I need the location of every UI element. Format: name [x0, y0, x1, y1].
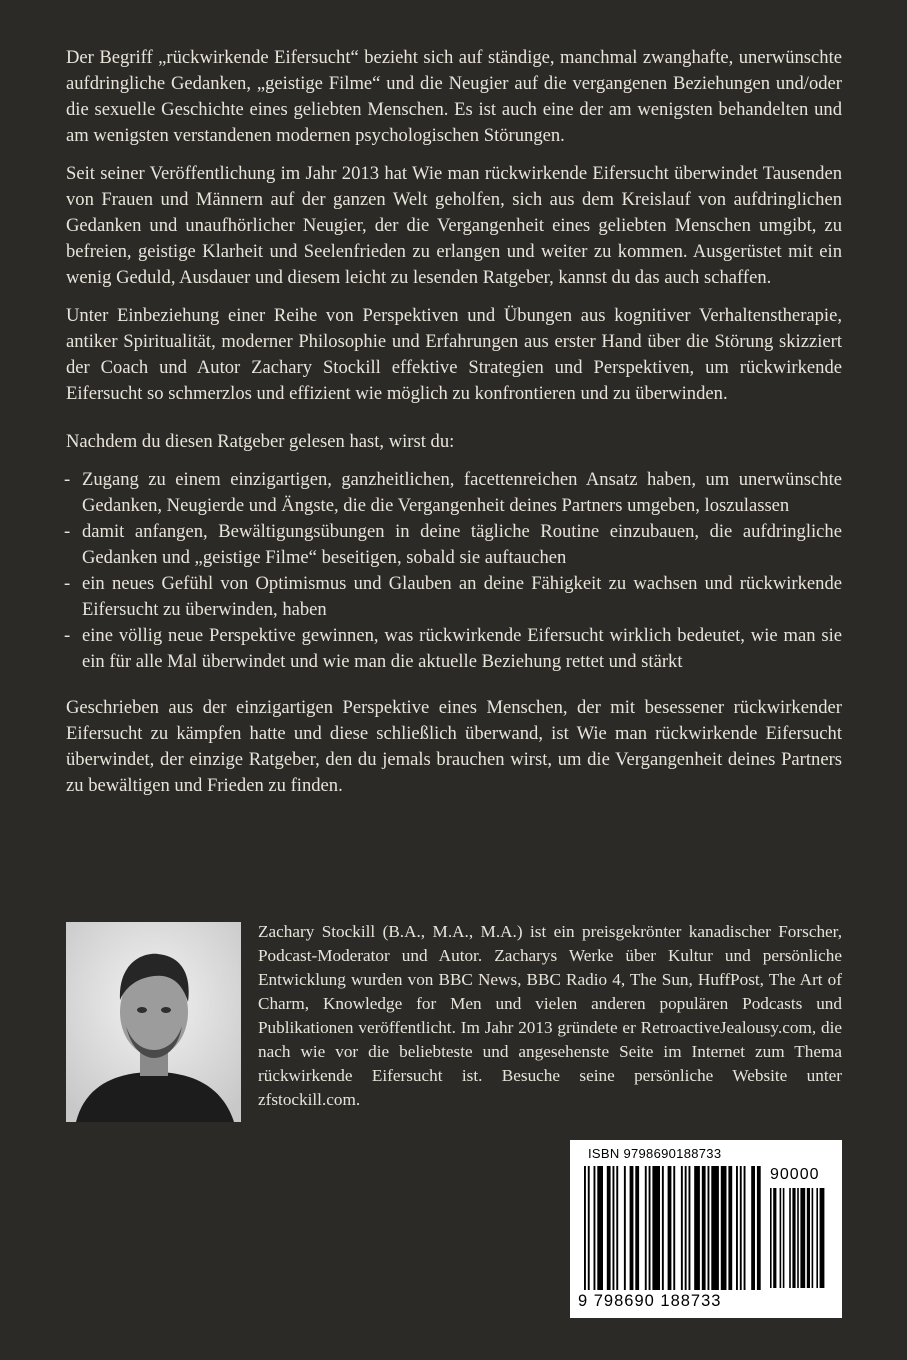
barcode-bar: [820, 1188, 825, 1288]
list-intro: Nachdem du diesen Ratgeber gelesen hast, wirst du:: [66, 431, 455, 452]
barcode-bar: [616, 1166, 618, 1290]
barcode-bar: [597, 1166, 603, 1290]
barcode-bar: [649, 1166, 651, 1290]
barcode-bar: [624, 1166, 626, 1290]
barcode-bar: [744, 1166, 746, 1290]
barcode-bar: [673, 1166, 675, 1290]
barcode-bar: [751, 1166, 755, 1290]
isbn-label: ISBN 9798690188733: [588, 1146, 722, 1161]
barcode-bar: [694, 1166, 700, 1290]
barcode-bar: [736, 1166, 738, 1290]
list-item: - eine völlig neue Perspektive gewinnen, was rückwirkende Eifersucht wirklich bedeutet, wie man sie ein für alle Mal überwindet und wie man die aktuelle Beziehung rettet und stärkt: [64, 623, 842, 675]
barcode-bar: [635, 1166, 639, 1290]
barcode-bar: [711, 1166, 719, 1290]
barcode-bar: [812, 1188, 814, 1288]
barcode-bar: [789, 1188, 791, 1288]
paragraph-closing: Geschrieben aus der einzigartigen Perspektive eines Menschen, der mit besessener rückwirkender Eifersucht zu kämpfen hatte und diese schließlich überwand, ist Wie man rückwirkende Eifersucht überwindet, der einzige Ratgeber, den du jemals brauchen wirst, um die Vergangenheit deines Partners zu bewältigen und Frieden zu finden.: [66, 697, 842, 796]
barcode-bar: [681, 1166, 683, 1290]
barcode-bar: [807, 1188, 810, 1288]
benefits-list: [66, 467, 842, 675]
barcode-bar: [721, 1166, 727, 1290]
barcode-bar: [689, 1166, 691, 1290]
barcode-bar: [588, 1166, 590, 1290]
barcode-bar: [662, 1166, 664, 1290]
barcode-bar: [652, 1166, 660, 1290]
list-item: - damit anfangen, Bewältigungsübungen in deine tägliche Routine einzubauen, die aufdringliche Gedanken und „geistige Filme“ beseitigen, sobald sie auftauchen: [64, 519, 842, 571]
barcode-bar: [728, 1166, 732, 1290]
barcode-bar: [607, 1166, 611, 1290]
barcode-bar: [773, 1188, 776, 1288]
barcode-bar: [702, 1166, 706, 1290]
barcode-bar: [708, 1166, 710, 1290]
paragraph-intro: Der Begriff „rückwirkende Eifersucht“ bezieht sich auf ständige, manchmal zwanghafte, unerwünschte aufdringliche Gedanken, „geistige Filme“ und die Neugier auf die vergangenen Beziehungen und/oder die sexuelle Geschichte eines geliebten Menschen. Es ist auch eine der am wenigsten behandelten und am wenigsten verstandenen modernen psychologischen Störungen.: [66, 47, 842, 146]
barcode-bar: [613, 1166, 615, 1290]
paragraph-publication: Seit seiner Veröffentlichung im Jahr 2013 hat Wie man rückwirkende Eifersucht überwindet Tausenden von Frauen und Männern auf der ganzen Welt geholfen, sich aus dem Kreislauf von aufdringlichen Gedanken und unaufhörlicher Neugier, der die Vergangenheit eines geliebten Menschen umgibt, zu befreien, geistige Klarheit und Seelenfrieden zu erlangen und weiter zu kommen. Ausgerüstet mit ein wenig Geduld, Ausdauer und diesem leicht zu lesenden Ratgeber, kannst du das auch schaffen.: [66, 163, 842, 288]
barcode-bar: [816, 1188, 818, 1288]
barcode-bar: [584, 1166, 586, 1290]
isbn-barcode: [570, 1140, 842, 1318]
barcode-bar: [780, 1188, 782, 1288]
list-item: - ein neues Gefühl von Optimismus und Glauben an deine Fähigkeit zu wachsen und rückwirkende Eifersucht zu überwinden, haben: [64, 571, 842, 623]
addon-barcode-bars: [770, 1188, 830, 1292]
author-portrait-image: [66, 922, 241, 1122]
author-bio: Zachary Stockill (B.A., M.A., M.A.) ist ein preisgekrönter kanadischer Forscher, Podcast-Moderator und Autor. Zacharys Werke über Kultur und persönliche Entwicklung wurden von BBC News, BBC Radio 4, The Sun, HuffPost, The Art of Charm, Knowledge for Men und vielen anderen populären Podcasts und Publikationen veröffentlicht. Im Jahr 2013 gründete er RetroactiveJealousy.com, die nach wie vor die beliebteste und angesehenste Seite im Internet zum Thema rückwirkende Eifersucht ist. Besuche seine persönliche Website unter zfstockill.com.: [258, 922, 842, 1109]
barcode-bar: [783, 1188, 785, 1288]
barcode-bar: [630, 1166, 634, 1290]
barcode-bar: [800, 1188, 805, 1288]
addon-code: 90000: [770, 1166, 820, 1183]
barcode-bar: [668, 1166, 672, 1290]
list-item: - Zugang zu einem einzigartigen, ganzheitlichen, facettenreichen Ansatz haben, um unerwünschte Gedanken, Neugierde und Ängste, die die Vergangenheit deines Partners umgeben, loszulassen: [64, 467, 842, 519]
barcode-bar: [792, 1188, 795, 1288]
barcode-bar: [757, 1166, 761, 1290]
barcode-bar: [797, 1188, 799, 1288]
barcode-bar: [645, 1166, 647, 1290]
paragraph-methods: Unter Einbeziehung einer Reihe von Perspektiven und Übungen aus kognitiver Verhaltenstherapie, antiker Spiritualität, moderner Philosophie und Erfahrungen aus erster Hand über die Störung skizziert der Coach und Autor Zachary Stockill effektive Strategien und Perspektiven, um rückwirkende Eifersucht so schmerzlos und effizient wie möglich zu konfrontieren und zu überwinden.: [66, 305, 842, 404]
barcode-bar: [594, 1166, 596, 1290]
barcode-bar: [685, 1166, 687, 1290]
author-photo: [66, 922, 241, 1122]
blurb: [66, 45, 842, 811]
barcode-digits: 9 798690 188733: [578, 1292, 722, 1310]
barcode-bar: [770, 1188, 772, 1288]
barcode-bar: [740, 1166, 742, 1290]
barcode-bars: [584, 1166, 764, 1292]
